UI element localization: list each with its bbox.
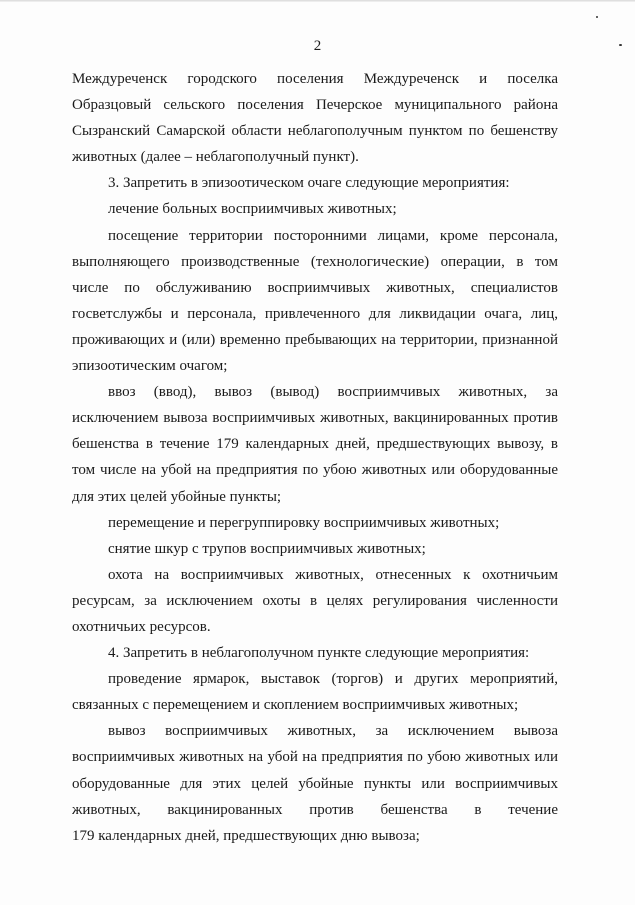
text-line: животных (далее – неблагополучный пункт). [72,149,359,166]
text-line: лечение больных восприимчивых животных; [108,201,397,218]
text-line: посещение территории посторонними лицами, кроме персонала, [108,227,558,244]
text-line: ресурсам, за исключением охоты в целях регулирования численности [72,592,558,609]
text-line: перемещение и перегруппировку восприимчивых животных; [108,514,500,531]
text-line: выполняющего производственные (технологические) операции, в том [72,253,558,270]
text-line: восприимчивых животных на убой на предприятия по убою животных или [72,749,558,766]
text-line: охота на восприимчивых животных, отнесенных к охотничьим [108,566,558,583]
text-line: животных, вакцинированных против бешенства в течение [72,801,558,818]
text-line: 4. Запретить в неблагополучном пункте следующие мероприятия: [108,645,530,662]
text-line: снятие шкур с трупов восприимчивых животных; [108,540,426,557]
text-line: госветслужбы и персонала, привлеченного для ликвидации очага, лиц, [72,305,558,322]
text-line: проведение ярмарок, выставок (торгов) и других мероприятий, [108,671,558,688]
text-line: Междуреченск городского поселения Междуреченск и поселка [72,71,558,87]
text-line: Образцовый сельского поселения Печерское муниципального района [72,97,558,114]
scan-top-edge [0,0,635,2]
text-line: бешенства в течение 179 календарных дней, предшествующих вывозу, в [72,436,558,453]
text-line: 3. Запретить в эпизоотическом очаге следующие мероприятия: [108,175,510,192]
scan-speck [596,16,598,18]
text-line: вывоз восприимчивых животных, за исключением вывоза [108,723,558,740]
text-line: эпизоотическим очагом; [72,358,228,375]
text-line: Сызранский Самарской области неблагополучным пунктом по бешенству [72,123,558,140]
text-line: исключением вывоза восприимчивых животных, вакцинированных против [72,410,558,427]
text-line: числе по обслуживанию восприимчивых животных, специалистов [72,279,558,296]
text-line: проживающих и (или) временно пребывающих на территории, признанной [72,331,558,348]
text-line: ввоз (ввод), вывоз (вывод) восприимчивых животных, за [108,384,558,401]
text-line: оборудованные для этих целей убойные пункты или восприимчивых [72,775,558,792]
text-line: связанных с перемещением и скоплением восприимчивых животных; [72,697,519,714]
text-line: 179 календарных дней, предшествующих дню вывоза; [72,827,420,844]
text-line: охотничьих ресурсов. [72,618,211,635]
page-number: 2 [313,38,322,54]
document-body [72,66,558,849]
text-line: том числе на убой на предприятия по убою животных или оборудованные [72,462,558,479]
text-line: для этих целей убойные пункты; [72,488,282,505]
